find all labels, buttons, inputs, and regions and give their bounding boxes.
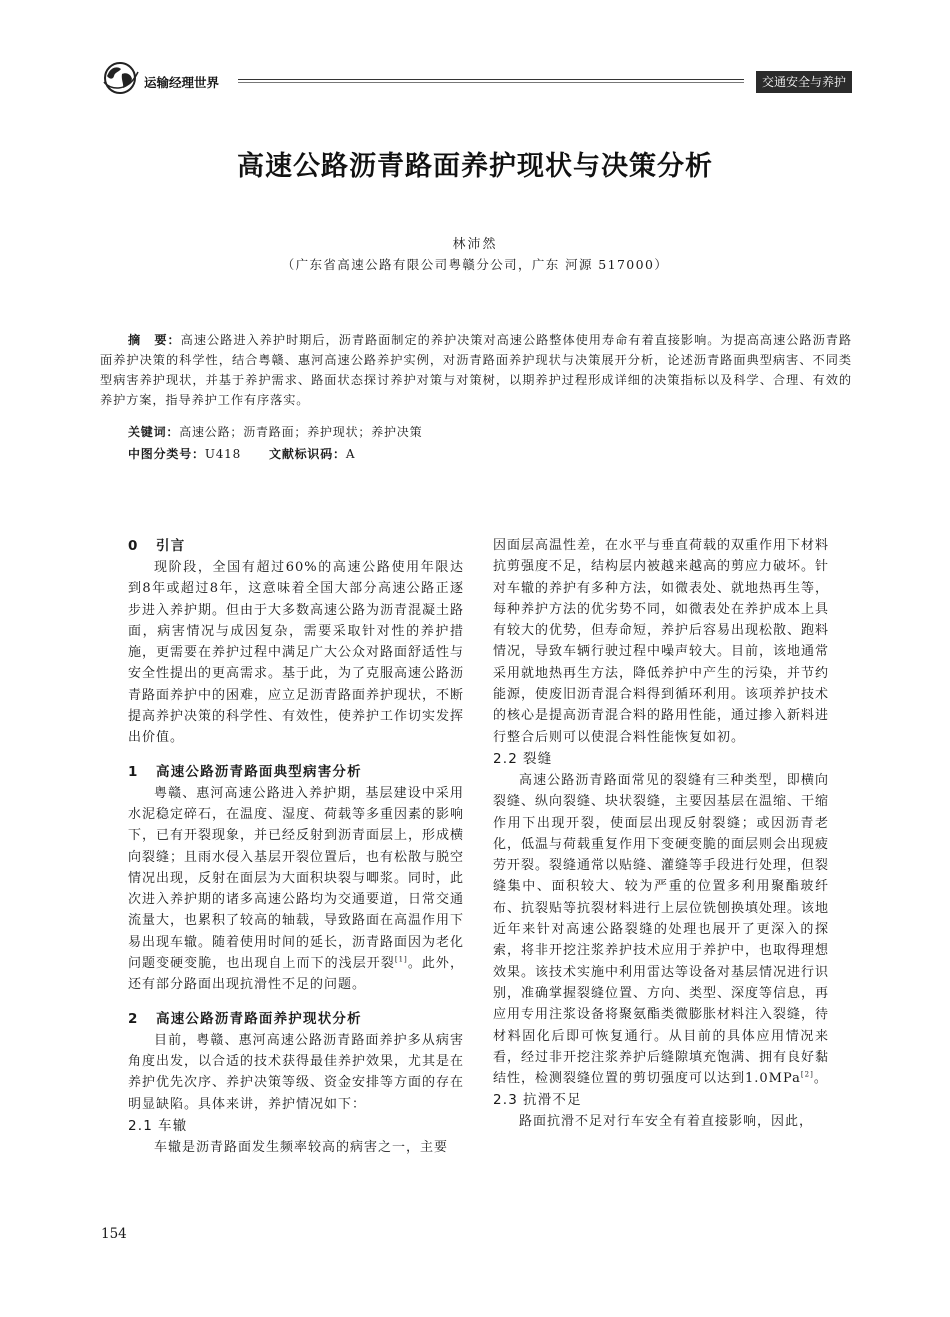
running-header (100, 60, 852, 96)
article-title: 高速公路沥青路面养护现状与决策分析 (237, 151, 713, 182)
citation-2[interactable]: [2] (800, 1070, 814, 1079)
abstract-text: 高速公路进入养护时期后，沥青路面制定的养护决策对高速公路整体使用寿命有着直接影响。为提高高速公路沥青路面养护决策的科学性，结合粤赣、惠河高速公路养护实例，对沥青路面养护现状与决策展开分析，论述沥青路面典型病害、不同类型病害养护现状，并基于养护需求、路面状态探讨养护对策与对策树，以期养护过程形成详细的决策指标以及科学、合理、有效的养护方案，指导养护工作有序落实。 (100, 333, 852, 407)
clc-label: 中图分类号： (128, 447, 205, 461)
section-2-2-heading: 2.2 裂缝 (493, 750, 553, 767)
section-1-heading: 1 高速公路沥青路面典型病害分析 (128, 763, 362, 780)
author-affiliation: （广东省高速公路有限公司粤赣分公司，广东 河源 517000） (281, 257, 669, 272)
abstract (100, 330, 852, 410)
section-2-1-heading: 2.1 车辙 (128, 1117, 188, 1134)
doc-code-value: A (345, 447, 356, 461)
section-0-heading: 0 引言 (128, 538, 186, 554)
section-2-1-paragraph-continued: 因面层高温性差，在水平与垂直荷载的双重作用下材料抗剪强度不足，结构层内被越来越高的剪应力破坏。针对车辙的养护有多种方法，如微表处、就地热再生等，每种养护方法的优劣势不同，如微表处在养护成本上具有较大的优势，但寿命短，养护后容易出现松散、跑料情况，导致车辆行驶过程中噪声较大。目前，该地通常采用就地热再生方法，降低养护中产生的污染，并节约能源，使废旧沥青混合料得到循环利用。该项养护技术的核心是提高沥青混合料的路用性能，通过掺入新料进行整合后则可以使混合料性能恢复如初。 (493, 538, 830, 745)
left-column (128, 535, 464, 1158)
globe-logo-icon (100, 60, 140, 96)
abstract-label: 摘 要： (128, 333, 181, 347)
section-2-1-paragraph-start: 车辙是沥青路面发生频率较高的病害之一，主要 (154, 1139, 449, 1155)
citation-1[interactable]: [1] (394, 955, 408, 964)
header-rule (238, 79, 744, 80)
section-2-2-paragraph: 高速公路沥青路面常见的裂缝有三种类型，即横向裂缝、纵向裂缝、块状裂缝，主要因基层在温缩、干缩作用下出现开裂，使面层出现反射裂缝；或因沥青老化，低温与荷载重复作用下变硬变脆的面层则会出现疲劳开裂。裂缝通常以贴缝、灌缝等手段进行处理，但裂缝集中、面积较大、较为严重的位置多利用聚酯玻纤布、抗裂贴等抗裂材料进行上层位铣刨换填处理。该地近年来针对高速公路裂缝的处理也展开了更深入的探索，将非开挖注浆养护技术应用于养护中，也取得理想效果。该技术实施中利用雷达等设备对基层情况进行识别，准确掌握裂缝位置、方向、类型、深度等信息，再应用专用注浆设备将聚氨酯类微膨胀材料注入裂缝，待材料固化后即可恢复通行。从目前的具体应用情况来看，经过非开挖注浆养护后缝隙填充饱满、拥有良好黏结性，检测裂缝位置的剪切强度可以达到1.0MPa[2]。 (493, 772, 830, 1087)
keywords-label: 关键词： (128, 425, 180, 439)
header-rule-secondary (238, 82, 744, 83)
section-1-paragraph: 粤赣、惠河高速公路进入养护期，基层建设中采用水泥稳定碎石，在温度、湿度、荷载等多重因素的影响下，已有开裂现象，并已经反射到沥青面层上，形成横向裂缝；且雨水侵入基层开裂位置后，也有松散与脱空情况出现，反射在面层为大面积块裂与唧浆。同时，此次进入养护期的诸多高速公路均为交通要道，日常交通流量大，也累积了较高的轴载，导致路面在高温作用下易出现车辙。随着使用时间的延长，沥青路面因为老化问题变硬变脆，也出现自上而下的浅层开裂[1]。此外，还有部分路面出现抗滑性不足的问题。 (128, 785, 465, 993)
section-2-3-heading: 2.3 抗滑不足 (493, 1092, 582, 1109)
section-0-paragraph: 现阶段，全国有超过60%的高速公路使用年限达到8年或超过8年，这意味着全国大部分高速公路正逐步进入养护期。但由于大多数高速公路为沥青混凝土路面，病害情况与成因复杂，需要采取针对性的养护措施，更需要在养护过程中满足广大公众对路面舒适性与安全性提出的更高需求。基于此，为了克服高速公路沥青路面养护中的困难，应立足沥青路面养护现状，不断提高养护决策的科学性、有效性，使养护工作切实发挥出价值。 (128, 560, 465, 746)
section-tag: 交通安全与养护 (756, 71, 852, 93)
section-2-heading: 2 高速公路沥青路面养护现状分析 (128, 1010, 362, 1027)
section-2-3-paragraph: 路面抗滑不足对行车安全有着直接影响，因此， (519, 1114, 814, 1130)
right-column (493, 535, 829, 1133)
section-2-paragraph: 目前，粤赣、惠河高速公路沥青路面养护多从病害角度出发，以合适的技术获得最佳养护效果，尤其是在养护优先次序、养护决策等级、资金安排等方面的存在明显缺陷。具体来讲，养护情况如下： (128, 1032, 465, 1112)
clc-value: U418 (204, 447, 242, 461)
doc-code-label: 文献标识码： (269, 447, 346, 461)
keywords (128, 423, 422, 440)
journal-name: 运输经理世界 (144, 75, 220, 90)
author-name: 林沛然 (452, 237, 498, 252)
classification (128, 445, 355, 462)
keywords-text: 高速公路；沥青路面；养护现状；养护决策 (179, 425, 423, 439)
page-number: 154 (101, 1226, 127, 1242)
